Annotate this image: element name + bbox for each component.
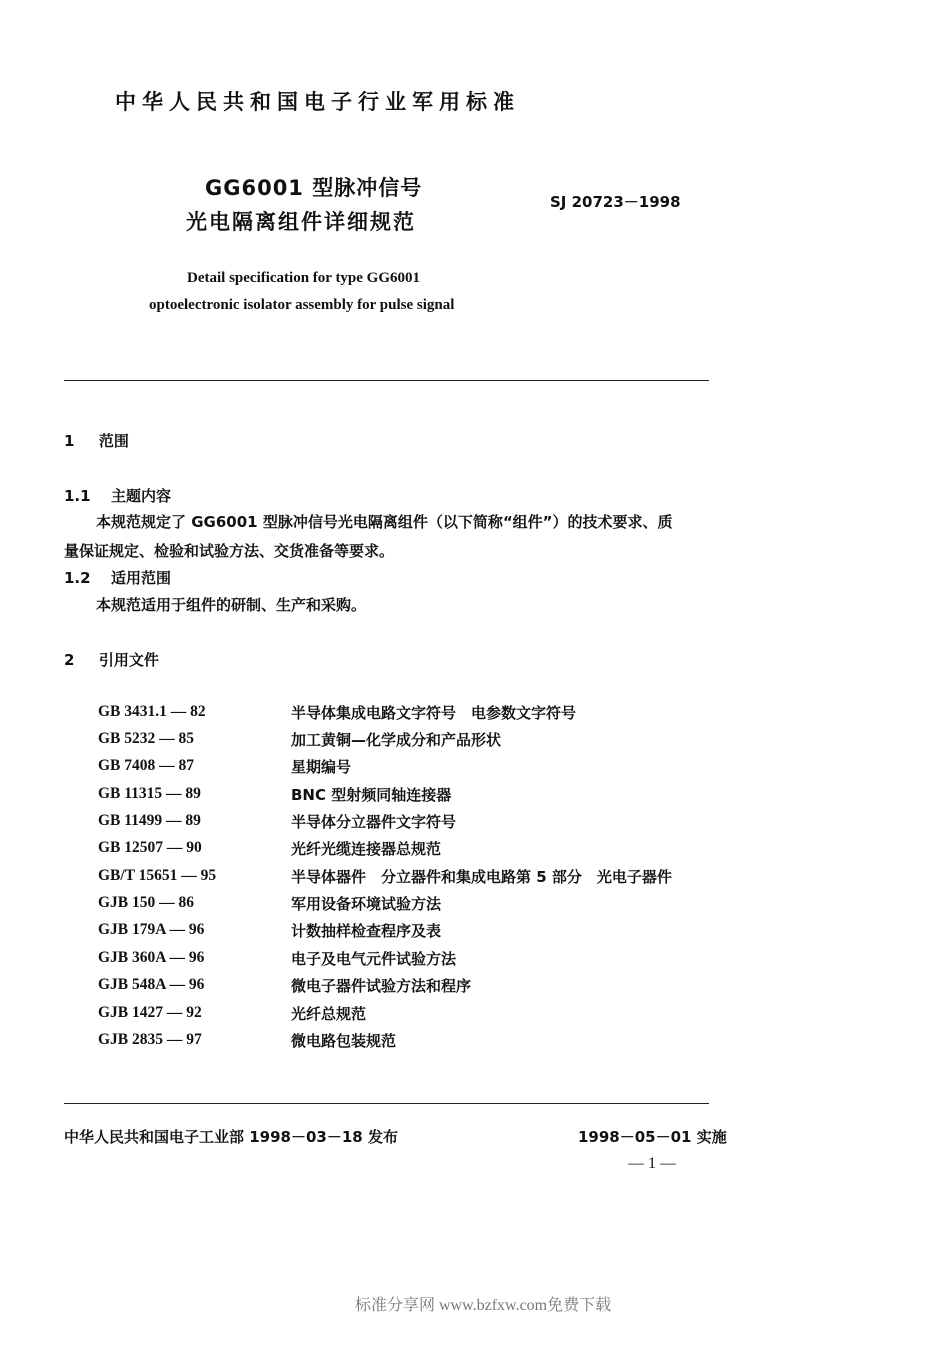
reference-title: 半导体集成电路文字符号 电参数文字符号 <box>291 704 577 722</box>
page-number: — 1 — <box>628 1155 676 1172</box>
implementation-date: 1998－05－01 实施 <box>578 1128 727 1146</box>
reference-code: GB 5232 — 85 <box>98 730 195 747</box>
reference-code: GB/T 15651 — 95 <box>98 867 217 884</box>
english-title-line-1: Detail specification for type GG6001 <box>187 270 421 286</box>
section-1-1-heading <box>64 485 171 506</box>
reference-title: 光纤光缆连接器总规范 <box>291 840 442 858</box>
reference-code: GJB 2835 — 97 <box>98 1031 202 1048</box>
reference-title: 微电路包装规范 <box>291 1032 397 1050</box>
title-line-2: 光电隔离组件详细规范 <box>186 210 416 234</box>
reference-title: 电子及电气元件试验方法 <box>291 950 457 968</box>
reference-code: GJB 150 — 86 <box>98 894 195 911</box>
reference-title: 半导体器件 分立器件和集成电路第 5 部分 光电子器件 <box>291 868 672 886</box>
section-1-1-para-line-2: 量保证规定、检验和试验方法、交货准备等要求。 <box>64 542 395 560</box>
reference-code: GJB 179A — 96 <box>98 921 205 938</box>
reference-code: GB 7408 — 87 <box>98 757 195 774</box>
section-number: 1.2 <box>64 569 91 587</box>
document-header: 中华人民共和国电子行业军用标准 <box>115 90 520 114</box>
section-title: 适用范围 <box>111 569 172 587</box>
reference-code: GB 11315 — 89 <box>98 785 201 802</box>
issue-date: 中华人民共和国电子工业部 1998－03－18 发布 <box>64 1128 398 1146</box>
english-title-line-2: optoelectronic isolator assembly for pulse signal <box>149 297 455 313</box>
reference-title: BNC 型射频同轴连接器 <box>291 786 452 804</box>
section-number: 1.1 <box>64 487 91 505</box>
section-title: 范围 <box>98 432 129 450</box>
watermark: 标准分享网 www.bzfxw.com免费下载 <box>355 1297 612 1314</box>
reference-code: GB 12507 — 90 <box>98 839 202 856</box>
reference-title: 加工黄铜—化学成分和产品形状 <box>291 731 502 749</box>
section-number: 1 <box>64 432 75 450</box>
reference-code: GB 11499 — 89 <box>98 812 201 829</box>
title-line-1: GG6001 型脉冲信号 <box>205 176 423 200</box>
top-divider <box>64 380 709 381</box>
reference-title: 微电子器件试验方法和程序 <box>291 977 472 995</box>
reference-title: 计数抽样检查程序及表 <box>291 922 442 940</box>
reference-code: GJB 1427 — 92 <box>98 1004 202 1021</box>
section-title: 引用文件 <box>98 651 159 669</box>
section-1-2-para: 本规范适用于组件的研制、生产和采购。 <box>96 596 367 614</box>
reference-title: 星期编号 <box>291 758 352 776</box>
reference-title: 光纤总规范 <box>291 1005 367 1023</box>
section-2-heading <box>64 649 159 670</box>
section-title: 主题内容 <box>111 487 172 505</box>
section-1-2-heading <box>64 567 171 588</box>
reference-title: 半导体分立器件文字符号 <box>291 813 457 831</box>
bottom-divider <box>64 1103 709 1104</box>
reference-code: GB 3431.1 — 82 <box>98 703 206 720</box>
section-1-1-para-line-1: 本规范规定了 GG6001 型脉冲信号光电隔离组件（以下简称“组件”）的技术要求、质 <box>96 513 673 531</box>
standard-code: SJ 20723－1998 <box>550 193 681 211</box>
reference-code: GJB 360A — 96 <box>98 949 205 966</box>
reference-code: GJB 548A — 96 <box>98 976 205 993</box>
section-1-heading <box>64 430 129 451</box>
section-number: 2 <box>64 651 75 669</box>
reference-title: 军用设备环境试验方法 <box>291 895 442 913</box>
